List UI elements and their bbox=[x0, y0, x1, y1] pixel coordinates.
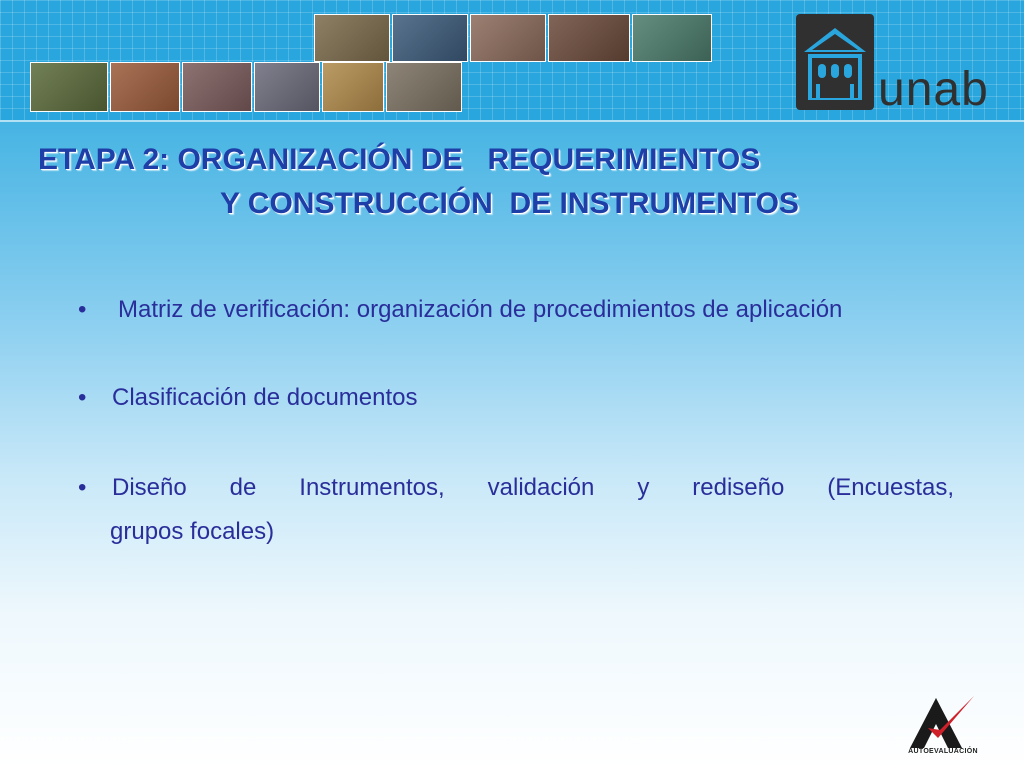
campus-photo-4 bbox=[548, 14, 630, 62]
bullet-text-continuation: grupos focales) bbox=[110, 518, 275, 545]
campus-photo-1 bbox=[314, 14, 390, 62]
list-item bbox=[78, 376, 954, 420]
campus-photo-9 bbox=[254, 62, 320, 112]
unab-logo-text: unab bbox=[878, 63, 989, 116]
slide-title bbox=[38, 138, 978, 226]
campus-photo-11 bbox=[386, 62, 462, 112]
campus-photo-8 bbox=[182, 62, 252, 112]
campus-photo-5 bbox=[632, 14, 712, 62]
bullet-list bbox=[78, 288, 954, 554]
title-line-2: Y CONSTRUCCIÓN DE INSTRUMENTOS bbox=[220, 187, 799, 220]
unab-logo-mark bbox=[796, 14, 874, 110]
campus-photo-6 bbox=[30, 62, 108, 112]
bullet-text: Diseño de Instrumentos, validación y rediseño (Encuestas, bbox=[112, 474, 954, 501]
bullet-dot-icon: • bbox=[78, 474, 87, 501]
title-line-1: ETAPA 2: ORGANIZACIÓN DE REQUERIMIENTOS bbox=[38, 143, 761, 176]
campus-photo-2 bbox=[392, 14, 468, 62]
bullet-text: Clasificación de documentos bbox=[112, 384, 418, 411]
bullet-dot-icon: • bbox=[78, 384, 87, 411]
header-divider bbox=[0, 120, 1024, 122]
bullet-dot-icon: • bbox=[78, 296, 87, 323]
autoevaluacion-label: AUTOEVALUACIÓN bbox=[908, 748, 978, 755]
campus-photo-3 bbox=[470, 14, 546, 62]
bullet-text: Matriz de verificación: organización de procedimientos de aplicación bbox=[118, 296, 843, 323]
list-item bbox=[78, 288, 954, 332]
campus-photo-10 bbox=[322, 62, 384, 112]
campus-photo-7 bbox=[110, 62, 180, 112]
house-icon bbox=[796, 14, 874, 110]
list-item bbox=[78, 466, 954, 554]
